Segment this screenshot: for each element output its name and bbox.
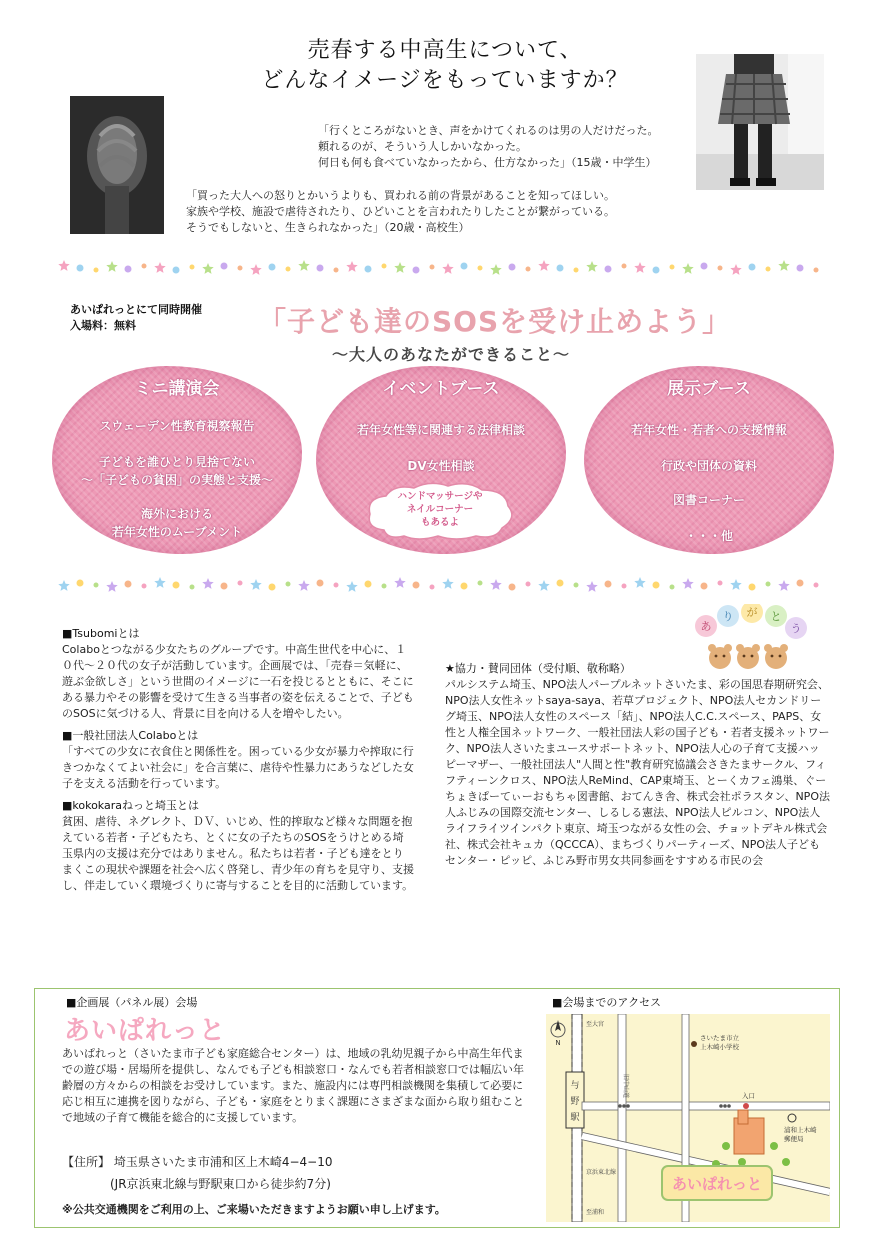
lecture-item: スウェーデン性教育視察報告 <box>99 419 255 433</box>
event-note <box>70 302 202 334</box>
decorative-dot-icon <box>526 267 531 272</box>
decorative-dot-icon <box>509 264 516 271</box>
decorative-dot-icon <box>766 582 771 587</box>
entrance-label: 入口 <box>742 1092 755 1100</box>
headline-line-1: 売春する中高生について、 <box>307 38 583 63</box>
decorative-dot-icon <box>125 266 132 273</box>
decorative-star-icon <box>250 579 261 590</box>
lecture-item: 子どもを誰ひとり見捨てない <box>98 455 255 469</box>
decorative-star-icon <box>490 579 501 590</box>
decorative-dot-icon <box>413 267 420 274</box>
lecture-item: 海外における <box>140 507 213 521</box>
decorative-dot-icon <box>317 580 324 587</box>
decorative-dot-icon <box>142 264 147 269</box>
exhibit-booth-title: 展示ブース <box>667 379 751 399</box>
access-map <box>546 1014 830 1222</box>
decorative-dot-icon <box>413 582 420 589</box>
decorative-star-icon <box>202 263 213 274</box>
decorative-dot-icon <box>814 583 819 588</box>
decorative-star-icon <box>778 260 789 271</box>
decorative-dot-icon <box>365 266 372 273</box>
decorative-star-icon <box>442 578 453 589</box>
decorative-star-icon <box>250 264 261 275</box>
aipalette-logo: あいぱれっと <box>64 1016 227 1046</box>
exhibit-booth-blob <box>584 366 834 554</box>
venue-walking-access: (JR京浜東北線与野駅東口から徒歩約7分) <box>110 1177 331 1191</box>
decorative-star-icon <box>202 578 213 589</box>
decorative-dot-icon <box>221 263 228 270</box>
decorative-star-icon <box>346 581 357 592</box>
thanks-char: が <box>746 606 758 619</box>
decorative-star-icon <box>490 264 501 275</box>
thanks-char: と <box>770 610 782 623</box>
decorative-dot-icon <box>269 584 276 591</box>
star-dot-divider-bottom <box>56 574 836 596</box>
exhibit-item: 図書コーナー <box>672 493 745 507</box>
decorative-dot-icon <box>317 265 324 272</box>
decorative-dot-icon <box>670 265 675 270</box>
cloud-text <box>360 490 520 529</box>
decorative-dot-icon <box>94 268 99 273</box>
thanks-char: う <box>790 622 802 635</box>
decorative-dot-icon <box>365 581 372 588</box>
venue-heading: ■企画展（パネル展）会場 <box>66 996 198 1009</box>
venue-address: 【住所】 埼玉県さいたま市浦和区上木崎4−4−10 <box>62 1155 333 1169</box>
decorative-dot-icon <box>670 585 675 590</box>
decorative-dot-icon <box>622 584 627 589</box>
decorative-star-icon <box>58 580 69 591</box>
decorative-dot-icon <box>701 583 708 590</box>
decorative-dot-icon <box>605 581 612 588</box>
event-booth-title: イベントブース <box>382 379 500 399</box>
clasped-hands-photo <box>70 96 164 234</box>
access-heading: ■会場までのアクセス <box>552 996 662 1009</box>
north-label: N <box>555 1039 561 1047</box>
decorative-dot-icon <box>653 267 660 274</box>
decorative-star-icon <box>634 577 645 588</box>
headline-line-2: どんなイメージをもっていますか？ <box>261 68 629 93</box>
decorative-dot-icon <box>797 265 804 272</box>
decorative-dot-icon <box>190 585 195 590</box>
event-co-host: あいぱれっとにて同時開催 <box>70 303 202 316</box>
mini-lecture-title: ミニ講演会 <box>134 379 220 399</box>
decorative-dot-icon <box>190 265 195 270</box>
decorative-dot-icon <box>526 582 531 587</box>
decorative-star-icon <box>682 578 693 589</box>
event-title: 「子ども達のSOSを受け止めよう」 <box>258 305 732 338</box>
quote-1-line-3: 何日も何も食べていなかったから、仕方なかった」（15歳・中学生） <box>318 156 657 169</box>
cloud-line: ハンドマッサージや <box>397 491 483 502</box>
map-logo: あいぱれっと <box>671 1175 763 1193</box>
decorative-dot-icon <box>574 583 579 588</box>
quote-1-line-1: 「行くところがないとき、声をかけてくれるのは男の人だけだった。 <box>318 124 659 137</box>
decorative-star-icon <box>682 263 693 274</box>
decorative-dot-icon <box>173 267 180 274</box>
decorative-dot-icon <box>238 581 243 586</box>
decorative-dot-icon <box>238 266 243 271</box>
decorative-dot-icon <box>461 583 468 590</box>
colabo-body: 「すべての少女に衣食住と関係性を。困っている少女が暴力や搾取に行きつかなくてよい社会に」を合言葉に、虐待や性暴力にあうなどした女子を支える活動を行っています。 <box>62 745 414 790</box>
decorative-dot-icon <box>557 580 564 587</box>
decorative-dot-icon <box>718 581 723 586</box>
decorative-star-icon <box>394 262 405 273</box>
lecture-item: ～「子どもの貧困」の実態と支援～ <box>80 473 273 487</box>
decorative-dot-icon <box>509 584 516 591</box>
decorative-dot-icon <box>77 580 84 587</box>
exhibit-item: 行政や団体の資料 <box>660 459 757 473</box>
decorative-dot-icon <box>478 266 483 271</box>
decorative-dot-icon <box>797 580 804 587</box>
schoolgirl-legs-photo <box>696 54 824 190</box>
decorative-dot-icon <box>814 268 819 273</box>
quote-middle-school-student <box>318 123 698 171</box>
quote-2-line-3: そうでもしないと、生きられなかった」（20歳・高校生） <box>186 221 470 234</box>
decorative-star-icon <box>298 260 309 271</box>
decorative-dot-icon <box>221 583 228 590</box>
event-subtitle: ～大人のあなたができること～ <box>332 345 571 364</box>
partners-section <box>445 661 830 869</box>
decorative-star-icon <box>58 260 69 271</box>
decorative-star-icon <box>730 579 741 590</box>
decorative-star-icon <box>730 264 741 275</box>
decorative-dot-icon <box>334 268 339 273</box>
decorative-dot-icon <box>766 267 771 272</box>
decorative-dot-icon <box>718 266 723 271</box>
decorative-dot-icon <box>749 264 756 271</box>
exhibit-item: 若年女性・若者への支援情報 <box>630 423 787 437</box>
decorative-star-icon <box>106 261 117 272</box>
decorative-dot-icon <box>382 264 387 269</box>
decorative-dot-icon <box>430 585 435 590</box>
decorative-dot-icon <box>622 264 627 269</box>
decorative-star-icon <box>586 261 597 272</box>
road-label: 旧中山道 <box>622 1074 629 1099</box>
station-char: 駅 <box>570 1113 580 1123</box>
cloud-line: もあるよ <box>420 517 459 528</box>
event-admission: 入場料：無料 <box>70 319 136 332</box>
decorative-dot-icon <box>269 264 276 271</box>
decorative-dot-icon <box>173 582 180 589</box>
decorative-star-icon <box>778 580 789 591</box>
booth-item: DV女性相談 <box>407 459 475 473</box>
post-office-label: 浦和上木崎 <box>784 1126 817 1134</box>
thanks-char: あ <box>700 620 712 633</box>
decorative-dot-icon <box>653 582 660 589</box>
venue-description: あいぱれっと（さいたま市子ども家庭総合センター）は、地域の乳幼児親子から中高生年代までの遊び場・居場所を提供し、なんでも子ども相談窓口・なんでも若者相談窓口では幅広い年齢層の方々からの相談をお受けしています。また、施設内には専門相談機関を集積して必要に応じ相互に連携を図りながら、子ども・家庭をとりまく課題にさまざまな面から取り組むことで地域の子育て機能を総合的に支援しています。 <box>62 1047 524 1124</box>
page-headline <box>150 36 740 96</box>
decorative-star-icon <box>154 577 165 588</box>
star-dot-divider-top <box>56 257 836 279</box>
post-office-label: 郵便局 <box>784 1135 804 1143</box>
decorative-star-icon <box>346 261 357 272</box>
decorative-dot-icon <box>286 582 291 587</box>
decorative-star-icon <box>298 580 309 591</box>
decorative-star-icon <box>538 580 549 591</box>
quote-high-school-student <box>186 188 706 236</box>
decorative-star-icon <box>106 581 117 592</box>
decorative-dot-icon <box>286 267 291 272</box>
organization-descriptions <box>62 626 414 900</box>
thanks-char: り <box>722 610 734 623</box>
kokokara-body: 貧困、虐待、ネグレクト、ＤＶ、いじめ、性的搾取など様々な問題を抱えている若者・子どもたち、とくに女の子たちのSOSをうけとめる埼玉県内の支援は充分ではありません。私たちは若者・子ども達をとりまくこの現状や課題を社会へ広く啓発し、青少年の育ちを見守り、支援し、伴走していく環境づくりに寄与することを目的に活動しています。 <box>62 815 414 892</box>
decorative-dot-icon <box>557 265 564 272</box>
decorative-dot-icon <box>382 584 387 589</box>
decorative-dot-icon <box>334 583 339 588</box>
booth-item: 若年女性等に関連する法律相談 <box>356 423 525 437</box>
decorative-dot-icon <box>478 581 483 586</box>
rail-south-label: 至浦和 <box>586 1209 605 1216</box>
decorative-dot-icon <box>701 263 708 270</box>
decorative-dot-icon <box>94 583 99 588</box>
decorative-dot-icon <box>461 263 468 270</box>
colabo-heading: ■一般社団法人Colaboとは <box>62 729 199 742</box>
public-transport-note: ※公共交通機関をご利用の上、ご来場いただきますようお願い申し上げます。 <box>62 1203 446 1216</box>
lecture-item: 若年女性のムーブメント <box>111 525 243 539</box>
quote-2-line-2: 家族や学校、施設で虐待されたり、ひどいことを言われたりしたことが繋がっている。 <box>186 205 615 218</box>
rail-north-label: 至大宮 <box>586 1021 605 1028</box>
quote-1-line-2: 頼れるのが、そういう人しかいなかった。 <box>318 140 527 153</box>
decorative-star-icon <box>394 577 405 588</box>
decorative-dot-icon <box>574 268 579 273</box>
decorative-dot-icon <box>77 265 84 272</box>
decorative-star-icon <box>586 581 597 592</box>
decorative-star-icon <box>538 260 549 271</box>
quote-2-line-1: 「買った大人への怒りとかいうよりも、買われる前の背景があることを知ってほしい。 <box>186 189 615 202</box>
kokokara-heading: ■kokokaraねっと埼玉とは <box>62 799 199 812</box>
decorative-star-icon <box>154 262 165 273</box>
line-name: 京浜東北線 <box>586 1169 617 1176</box>
exhibit-item: ・・・他 <box>684 529 733 543</box>
station-char: 与 <box>570 1081 580 1091</box>
tsubomi-heading: ■Tsubomiとは <box>62 627 140 640</box>
decorative-dot-icon <box>125 581 132 588</box>
mini-lecture-blob <box>52 366 302 554</box>
decorative-dot-icon <box>749 584 756 591</box>
decorative-dot-icon <box>605 266 612 273</box>
decorative-star-icon <box>442 263 453 274</box>
decorative-dot-icon <box>430 265 435 270</box>
partners-list: パルシステム埼玉、NPO法人パープルネットさいたま、彩の国思春期研究会、NPO法人女性ネットsaya-saya、若草プロジェクト、NPO法人セカンドリーグ埼玉、NPO法人女性のスペース「結」、NPO法人C.C.スペース、PAPS、女性と人権全国ネットワーク、一般社団法人彩の国子ども・若者支援ネットワーク、NPO法人さいたまユースサポートネット、NPO法人心の子育て支援ハッピーマザー、一般社団法人"人間と性"教育研究協議会さきたまサークル、フィフティーンクロス、NPO法人ReMind、CAP東埼玉、とーくカフェ鴻巣、ぐーちょきぱーてぃーおもちゃ図書館、おてんき舎、株式会社ポラスタン、NPO法人ふじみの国際交流センター、しるしる憲法、NPO法人ピルコン、NPO法人ライフライツインパクト東京、埼玉つながる女性の会、チョットデキル株式会社、株式会社キュカ（QCCCA）、まちづくりパーティーズ、NPO法人子どもセンター・ピッピ、ふじみ野市男女共同参画をすすめる市民の会 <box>445 678 830 867</box>
tsubomi-body: Colaboとつながる少女たちのグループです。中高生世代を中心に、１０代〜２０代の女子が活動しています。企画展では、「売春＝気軽に、遊ぶ金欲しさ」という世間のイメージに一石を投じるとともに、そこにある暴力やその影響を受けて生きる当事者の姿を伝えることで、子どものSOSに気づける人、背景に目を向ける人を増やしたい。 <box>62 643 414 720</box>
decorative-dot-icon <box>142 584 147 589</box>
cloud-line: ネイルコーナー <box>406 504 474 515</box>
decorative-star-icon <box>634 262 645 273</box>
school-label: 上木崎小学校 <box>700 1043 739 1051</box>
partners-heading: ★協力・賛同団体（受付順、敬称略） <box>445 662 631 675</box>
station-char: 野 <box>570 1097 580 1107</box>
school-label: さいたま市立 <box>700 1034 739 1042</box>
